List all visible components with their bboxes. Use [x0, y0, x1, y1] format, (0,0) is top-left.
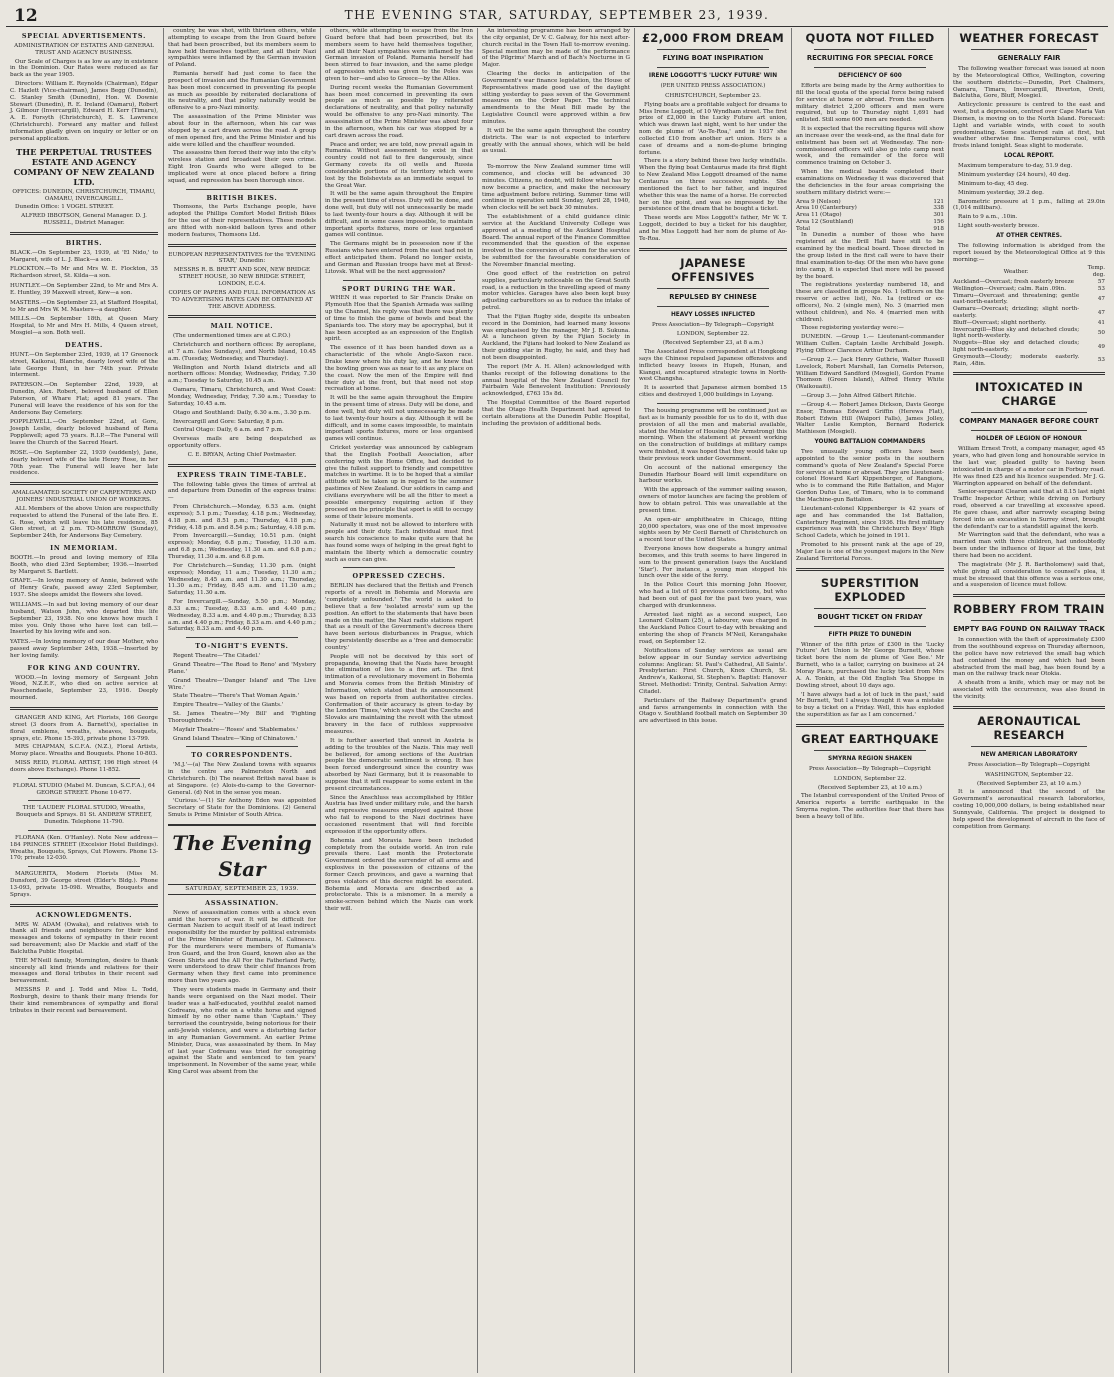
superstition-subheadline: BOUGHT TICKET ON FRIDAY: [817, 612, 923, 621]
lauder-ad: THE 'LAUDER' FLORAL STUDIO, Wreaths, Bouquets and Sprays. 81 St. ANDREW STREET, Dunedin. Telephone 11-790.: [15, 805, 153, 826]
news-paragraph: An open-air amphitheatre in Chicago, fitting 20,000 spectators, was one of the most impressive sights seen by Mr Cecil Barnett of Christchurch on a recent tour of the United States.: [639, 516, 787, 544]
memoriam-notice: YATES.—In loving memory of our dear Mother, who passed away September 24th, 1938.—Inserted by her loving family.: [10, 639, 158, 659]
florist-ad: MRS CHAPMAN, S.C.F.A. (N.Z.), Floral Artists, Moray place. Wreaths and Bouquets. Phone 10-803.: [10, 744, 158, 758]
centre-weather: Wellington—Overcast; calm. Rain .09in.: [953, 285, 1066, 292]
tonight-item: Grand Theatre—'Danger Island' and 'The Live Wire.': [168, 677, 316, 691]
czechs-paragraph: Since the Anschluss was accomplished by Hitler Austria has lived under military rule, and the harsh and repressive measures employed against those who fail to respond to the Nazi doctrines have occasioned resentment that will find forcible expression if the opportunity offers.: [325, 794, 473, 835]
divider: [28, 866, 140, 867]
news-paragraph: The establishment of a child guidance clinic service at the Auckland University College was approved at a meeting of the Auckland Hospital Board. The annual report of the Finance Committee recommended that the question of the expense involved in the conversion of a room for the service be submitted for the favourable consideration of the November financial meeting.: [482, 214, 630, 268]
divider: [657, 306, 769, 307]
weather-column-header: Weather.: [1003, 268, 1029, 275]
young-paragraph: Lieutenant-colonel Kippenberger is 42 years of age and has commanded the 1st Battalion, Canterbury Regiment, since 1936. His first military experience was with the Christchurch Boys' High School Cadets, which he joined in 1911.: [796, 505, 944, 540]
mail-heading: MAIL NOTICE.: [210, 322, 274, 331]
bikes-body: Thomsons, the Parts Exchange people, have adopted the Phillips Comfort Model British Bikes for the use of their representatives. These models are fitted with non-skid balloon tyres and other modern features, Thomsons Ltd.: [168, 204, 316, 238]
dream-press: (PER UNITED PRESS ASSOCIATION.): [660, 83, 766, 89]
divider: [953, 372, 1105, 375]
aeronautical-dateline: WASHINGTON, September 22.: [984, 771, 1074, 778]
rail-line: For Invercargill.—Sunday, 5.50 p.m.; Monday, 8.33 a.m.; Tuesday, 8.33 a.m. and 4.40 p.m.; Wednesday, 8.33 a.m. and 4.40 p.m.; Thursday, 8.33 a.m. and 4.40 p.m.; Friday, 8.33 a.m. and 4.40 p.m.; Saturday, 8.33 a.m. and 4.40 p.m.: [168, 599, 316, 633]
local-report-line: Light south-westerly breeze.: [958, 223, 1040, 230]
news-paragraph: Particulars of the Railway Department's grand and fares arrangements in connection with the Otago v. Southland football match on September 30 are advertised in this issue.: [639, 697, 787, 725]
temp-column-header: Temp. deg.: [1087, 265, 1105, 279]
quota-group: DUNEDIN. —Group 1.— Lieutenant-commander William Cullen. Captain Leslie Archibald Joseph. Flying Officer Clarence Arthur Durham.: [796, 334, 944, 354]
memoriam-notice: GRAFE.—In loving memory of Annie, beloved wife of Henry Grafe, passed away 23rd September, 1937. She sleeps amidst the flowers she loved.: [10, 578, 158, 599]
trust-directors: Directors: William E. Reynolds (Chairman), Edgar C. Hazlett (Vice-chairman), James Begg (Dunedin), C. Stanley Smith (Dunedin), Hon. W. Downie Stewart (Dunedin), R. E. Ireland (Oamaru), Robert J. Gilmour (Invercargill), Edward H. Kerr (Timaru), A. E. Forsyth (Christchurch), E. S. Lawrence (Christchurch). Forward any matter and fullest information gladly given on inquiry or letter or on personal application.: [10, 81, 158, 142]
intoxicated-headline: INTOXICATED IN CHARGE: [974, 380, 1084, 409]
aeronautical-subheadline: NEW AMERICAN LABORATORY: [980, 751, 1078, 758]
czechs-paragraph: BERLIN has declared that the British and French reports of a revolt in Bohemia and Moravia are 'completely unfounded.' The world is asked to believe that a few 'isolated arrests' sum up the position. An effort to the statements that have been made on this matter, the Nazi radio stations report that as a result of the Government's decrees there have been serious disturbances in Prague, which they persistently describe as a 'free and democratic country.': [325, 583, 473, 651]
dream-headline: £2,000 FROM DREAM: [641, 31, 785, 45]
local-report-line: Minimum yesterday, 39.2 deg.: [958, 189, 1044, 196]
column-3-paragraph: others, while attempting to escape from the Iron Guard before that had been proscribed, but its members seem to have held themselves together, and all their Nazi sympathies were inflamed by the German invasion of Poland. Rumania herself had been stirred to fear invasion, and the same pledge of aggression which was given to the Poles was given to her—and also to Greece—by the Allies.: [325, 28, 473, 82]
japanese-paragraph: The Associated Press correspondent at Hongkong says the Chinese repulsed Japanese offensives and inflicted heavy losses in Hupeh, Hunan, and Kiangsi, and recaptured strategic towns in North-west Changsha.: [639, 349, 787, 383]
superstition-paragraph: Winner of the fifth prize of £300 in the 'Lucky Future' Art Union is Mr George Burnett, whose ticket bore the nom de plume of 'Gee Bee.' Mr Burnett, who is a tailor, carrying on business at 24 Moray Place, purchased the lucky ticket from Mrs A. A. Tonkin, at the Old English Tea Shoppe in Dowling street, about 10 days ago.: [796, 641, 944, 689]
czechs-heading: OPPRESSED CZECHS.: [352, 572, 446, 581]
bikes-heading: BRITISH BIKES.: [206, 193, 278, 202]
japanese-paragraph: It is asserted that Japanese airmen bombed 15 cities and destroyed 1,000 buildings in Loyang.: [639, 385, 787, 399]
news-paragraph: It will be the same again throughout the country districts. The war is not expected to interfere greatly with the annual shows, which will be held as usual.: [482, 127, 630, 155]
weather-paragraph: The following weather forecast was issued at noon by the Meteorological Office, Wellington, covering the southern districts:—Dunedin, Port Chalmers, Oamaru, Timaru, Invercargill, Riverton, Oreti, Balclutha, Gore, Bluff, Mosgiel.: [953, 66, 1105, 100]
deficiency-table: [796, 199, 944, 233]
centre-weather: Bluff—Overcast; slight northerly.: [953, 319, 1047, 326]
robbery-subheadline: EMPTY BAG FOUND ON RAILWAY TRACK: [953, 625, 1105, 634]
news-paragraph: On account of the national emergency the Dunedin Harbour Board will limit expenditure on harbour works.: [639, 464, 787, 485]
total-value: 918: [933, 225, 944, 232]
quota-paragraph: Those registering yesterday were:—: [801, 325, 904, 332]
king-heading: FOR KING AND COUNTRY.: [27, 663, 141, 672]
young-commanders-heading: YOUNG BATTALION COMMANDERS: [814, 439, 926, 446]
trust-intro: ADMINISTRATION OF ESTATES AND GENERAL TRUST AND AGENCY BUSINESS.: [14, 42, 154, 56]
euro-heading: EUROPEAN REPRESENTATIVES for the 'EVENING STAR,' Dunedin:: [168, 251, 316, 265]
divider: [28, 830, 140, 831]
local-report-line: Barometric pressure at 1 p.m., falling at 29.0in (1,014 millibars).: [953, 198, 1105, 212]
centre-temp: 57: [1097, 279, 1105, 285]
young-paragraph: Promoted to his present rank at the age of 29, Major Lee is one of the youngest majors in the New Zealand Territorial Forces.: [796, 542, 944, 562]
birth-notice: MASTERS.—On September 23, at Stafford Hospital, to Mr and Mrs W. M. Masters—a daughter.: [10, 299, 158, 313]
earthquake-paragraph: The Istanbul correspondent of the United Press of America reports a terrific earthquake in the Smyrna region. The authorities fear that there has been a heavy toll of life.: [796, 793, 944, 820]
weather-headline: WEATHER FORECAST: [959, 31, 1099, 45]
quota-group: —Group 2.— Jack Henry Guthrie, Walter Russell Lovelock, Robert Marshall, Ian Cornelis Peterson, William Edward Sandford (Mosgiel), Gordon Frame Thomson (Green Island), Alfred Henry White (Waikouaiti).: [796, 356, 944, 391]
column-3-paragraph: Peace and order, we are told, now prevail again in Rumania. Without assessment to exist in that country could not fail to fire dangerously, since Germany covets its oil wells and Russia considerable portions of its territory which were lost by the Bolshevists as an immediate sequel to the Great War.: [325, 141, 473, 189]
death-notice: ROSE.—On September 22, 1939 (suddenly), Jane, dearly beloved wife of the late Henry Rose, in her 70th year. The Funeral will leave her late residence.: [10, 449, 158, 477]
earthquake-received: (Received September 23, at 10 a.m.): [817, 784, 922, 791]
quota-paragraph: The registrations yesterday numbered 18, and these are classified in groups No. 1 (officers on the reserve or active list), No. 1a (retired or ex-officers), No. 2 (single men), No. 3 (married men without children), and No. 4 (married men with children).: [796, 282, 944, 323]
aeronautical-received: (Received September 23, at 10 a.m.): [976, 780, 1081, 787]
quota-paragraph: Efforts are being made by the Army authorities to fill the local quota of the special force being raised for service at home or abroad. From the southern military district 2,200 officers and men were required, but up to Thursday night 1,691 had enlisted. Still some 600 men are needed.: [796, 83, 944, 124]
mail-line: Otago and Southland: Daily, 6.30 a.m., 3.30 p.m.: [173, 409, 311, 416]
divider: [28, 800, 140, 801]
divider: [971, 746, 1087, 747]
news-paragraph: Clearing the decks in anticipation of the Government's war finance legislation, the House of Representatives made good use of the daylight sitting yesterday to pass seven of the Government measures on the Order Paper. The technical amendments to the Meat Bill made by the Legislative Council were approved within a few minutes.: [482, 71, 630, 125]
trust-name: THE PERPETUAL TRUSTEES ESTATE AND AGENCY COMPANY OF NEW ZEALAND LTD.: [13, 146, 155, 187]
centre-weather: Timaru—Overcast and threatening; gentle east-north-easterly.: [953, 292, 1080, 306]
superstition-headline: SUPERSTITION EXPLODED: [820, 575, 920, 604]
tonight-item: State Theatre—'There's That Woman Again.': [173, 693, 300, 700]
editorial-date: SATURDAY, SEPTEMBER 23, 1939.: [168, 884, 316, 895]
centre-weather: Greymouth—Cloudy; moderate easterly. Rain, .48in.: [953, 353, 1080, 367]
centre-weather: Invercargill—Blue sky and detached clouds; light north-westerly.: [953, 326, 1080, 340]
acknowledgment: MRS W. ADAM (Owaka), and relatives wish to thank all friends and neighbours for their kind messages and tokens of sympathy in their recent sad bereavement; also Dr Mackie and staff of the Balclutha Public Hospital.: [10, 921, 158, 955]
japanese-press: Press Association—By Telegraph—Copyright: [651, 321, 775, 328]
evening-star-logo: The Evening Star: [172, 831, 312, 881]
acknowledgment: THE M'Neill family, Mornington, desire to thank sincerely all kind friends and relatives for their messages and floral tributes in their recent sad bereavement.: [10, 957, 158, 985]
aeronautical-paragraph: It is announced that the second of the Government's aeronautical research laboratories, costing 10,000,000 dollars, is being established near Sunnyvale, California. The project is designed to help speed the development of aircraft in the face of competition from Germany.: [953, 789, 1105, 830]
divider: [814, 750, 926, 751]
area-name: Area 9 (Nelson): [796, 198, 841, 205]
robbery-headline: ROBBERY FROM TRAIN: [953, 602, 1105, 617]
intoxicated-paragraph: William Ernest Trott, a company manager, aged 45 years, who had given long and honourable service in the last war, pleaded guilty to having been intoxicated in charge of a motor car in Forbury road. He was fined £25 and his licence suspended. Mr J. G. Warrington appeared on behalf of the defendant.: [953, 446, 1105, 487]
column-6: [791, 28, 948, 1373]
births-list: [10, 250, 158, 337]
weather-subheadline: GENERALLY FAIR: [997, 54, 1061, 62]
column-3-paragraph: It will be the same again throughout the Empire in the present time of stress. Duty will be done, and done well, but duty will not unnecessarily be made to last twenty-four hours a day. Although it will be difficult, and in some cases impossible, to maintain important sports fixtures, more or less organised games will continue.: [325, 191, 473, 239]
correspondent-reply: 'Curious.'—(1) Sir Anthony Eden was appointed Secretary of State for the Dominions. (2) General Smuts is Prime Minister of South Africa.: [168, 798, 316, 819]
news-paragraph: The report (Mr A. H. Allen) acknowledged with thanks receipt of the following donations to the annual hospital of the New Zealand Council for Fairbairn Vale Benevolent Institution: Previously acknowledged, £763 15s 8d.: [482, 363, 630, 398]
earthquake-press: Press Association—By Telegraph—Copyright: [808, 765, 932, 772]
table-row: [953, 327, 1105, 341]
rail-line: From Invercargill.—Sunday, 10.51 p.m. (night express); Monday, 6.8 p.m.; Tuesday, 11.30 a.m. and 6.8 p.m.; Wednesday, 11.30 a.m. and 6.8 p.m.; Thursday, 11.30 a.m. and 6.8 p.m.: [168, 533, 316, 560]
rail-heading: EXPRESS TRAIN TIME-TABLE.: [177, 470, 307, 479]
column-4: [477, 28, 634, 1373]
column-3-paragraph: During recent weeks the Rumanian Government has been most concerned in preventing its own people as much as possible by reiterated declarations of neutrality, and that policy naturally would be offensive to any pro-Nazi minority. The assassination of the Prime Minister was about four in the afternoon, when his car was stopped by a cart drawn across the road.: [325, 84, 473, 139]
sport-paragraph: The essence of it has been handed down as a characteristic of the whole Anglo-Saxon race. Drake knew where his duty lay, and he knew that the bowling green was as near to it as any place on the coast. Now the men of the Empire will find their duty at the front, but that need not stop recreation at home.: [325, 345, 473, 393]
mail-line: (The undermentioned times are at C.P.O.): [173, 333, 291, 340]
divider: [10, 904, 158, 907]
divider: [639, 248, 787, 251]
earthquake-subheadline: SMYRNA REGION SHAKEN: [828, 755, 912, 762]
intoxicated-paragraph: The magistrate (Mr J. R. Bartholomew) said that, while giving all consideration to counsel's plea, it must be stressed that this offence was a serious one, and a suspension of licence must follow.: [953, 561, 1105, 589]
news-paragraph: The Hospital Committee of the Board reported that the Otago Health Department had agreed to certain alterations at the Dunedin Public Hospital, including the provision of additional beds.: [482, 400, 630, 427]
column-2: [163, 28, 320, 1373]
other-centres-heading: AT OTHER CENTRES.: [995, 232, 1062, 239]
acknowledgments-heading: ACKNOWLEDGMENTS.: [35, 910, 133, 919]
divider: [814, 67, 926, 68]
japanese-subheadline-2: HEAVY LOSSES INFLICTED: [670, 311, 756, 318]
assassination-paragraph: They were students made in Germany and their hands were organised on the Nazi model. Their leader was a half-educated, youthful zealot named Codreanu, who rode on a white horse and signed himself by no other name than 'Captain.' They terrorised the countryside, being notorious for their anti-Jewish violence, and were a disturbing factor in any Rumanian Government. An earlier Prime Minister, Duca, was assassinated by them. In May of last year Codreanu was tried for conspiring against the State and sentenced to ten years' imprisonment. In November of the same year, while King Carol was absent from the: [168, 986, 316, 1076]
intoxicated-paragraph: Senior-sergeant Clearon said that at 8.15 last night Traffic Inspector Arthur, while driving on Forbury road, observed a car travelling at excessive speed. He gave chase, and after narrowly escaping being forced into an excavation in Surrey street, brought the defendant's car to a standstill against the kerb.: [953, 489, 1105, 530]
divider: [657, 49, 769, 50]
florist-ad: MISS REID, FLORAL ARTIST, 196 High street (4 doors above Exchange). Phone 11-852.: [10, 760, 158, 773]
divider: [500, 159, 612, 160]
table-row: [796, 219, 944, 226]
masthead: THE EVENING STAR, SATURDAY, SEPTEMBER 23, 1939.: [344, 8, 770, 22]
centre-temp: 53: [1097, 357, 1105, 364]
deaths-heading: DEATHS.: [64, 341, 104, 349]
area-deficiency: 156: [933, 218, 944, 225]
robbery-paragraph: A sheath from a knife, which may or may not be associated with the occurrence, was also found in the vicinity.: [953, 680, 1105, 700]
quota-subheadline: RECRUITING FOR SPECIAL FORCE: [806, 54, 934, 62]
divider: [343, 280, 455, 281]
divider: [814, 608, 926, 609]
news-paragraph: To-morrow the New Zealand summer time will commence, and clocks will be advanced 30 minutes. Citizens, no doubt, will follow what has by now become a practice, and make the necessary time adjustment before retiring. Summer time will continue in operation until Sunday, April 28, 1940, when clocks will be set back 30 minutes.: [482, 164, 630, 212]
dream-dateline: CHRISTCHURCH, September 23.: [665, 92, 761, 99]
centre-temp: 50: [1097, 329, 1105, 336]
local-report-heading: LOCAL REPORT.: [1004, 153, 1054, 160]
euro-tail: COPIES OF PAPERS AND FULL INFORMATION AS TO ADVERTISING RATES CAN BE OBTAINED AT THE ABOVE ADDRESS.: [168, 289, 316, 310]
area-name: Area 11 (Otago): [796, 212, 842, 219]
marguerita-ad: MARGUERITA, Modern Florists (Miss M. Dunsford, 39 George street (Elder's Bldg.). Phone 13-093, private 15-098. Wreaths, Bouquets and Sprays.: [10, 871, 158, 898]
divider: [168, 824, 316, 826]
divider: [953, 706, 1105, 709]
acknowledgment: MESSRS P. and J. Todd and Miss L. Todd, Roxburgh, desire to thank their many friends for their kind remembrances of sympathy and floral tributes in their recent sad bereavement.: [10, 987, 158, 1014]
divider: [343, 567, 455, 568]
other-centres-intro: The following information is abridged from the report issued by the Meteorological Office at 9 this morning:—: [953, 242, 1105, 263]
birth-notice: BLACK.—On September 23, 1939, at 'El Nido,' to Margaret, wife of L. J. Black—a son.: [10, 249, 158, 263]
death-notice: POPPLEWELL.—On September 22nd, at Gore, Joseph Leslie, dearly beloved husband of Rena Popplewell; aged 75 years. R.I.P.—The Funeral will leave the Church of the Sacred Heart.: [10, 419, 158, 446]
table-row: [796, 212, 944, 219]
centre-temp: 41: [1097, 319, 1105, 326]
intoxicated-subheadline: COMPANY MANAGER BEFORE COURT: [959, 417, 1099, 426]
table-row: [953, 279, 1105, 286]
divider: [186, 637, 298, 638]
japanese-subheadline: REPULSED BY CHINESE: [669, 292, 757, 301]
amalgamated-heading: AMALGAMATED SOCIETY OF CARPENTERS AND JOINERS' INDUSTRIAL UNION OF WORKERS.: [11, 490, 157, 504]
divider: [657, 403, 769, 404]
divider: [971, 620, 1087, 621]
local-report-line: Minimum to-day, 45 deg.: [958, 180, 1029, 187]
column-2-intro: country, he was shot, with thirteen others, while attempting to escape from the Iron Guard before that had been proscribed, but its members seem to have held themselves together, and all their Nazi sympathies were inflamed by the German invasion of Poland.: [168, 28, 316, 69]
divider: [168, 464, 316, 467]
mail-line: Invercargill and Gore: Saturday, 8 p.m.: [173, 418, 284, 425]
dream-paragraph: Flying boats are a profitable subject for dreams to Miss Irene Loggott, of 10 Wyndham street. The first prize of £2,000 in the Lucky Future art union, which was drawn last night, went to her under the nom de plume of 'Ao-Te-Roa,' and in 1937 she collected £10 from another art union. Hers is a case of dreams and a nom-de-plume bringing fortune.: [639, 101, 787, 156]
tonight-item: Regent Theatre—'The Citadel.': [173, 653, 261, 660]
earthquake-headline: GREAT EARTHQUAKE: [801, 731, 939, 746]
quota-subheadline-2: DEFICIENCY OF 600: [838, 73, 902, 79]
florana-ad: FLORANA (Ken. O'Hanley). Note New address—184 PRINCES STREET (Excelsior Hotel Buildings). Wreaths, Bouquets, Sprays, Cut Flowers. Phone 13-170; private 12-030.: [10, 834, 158, 862]
assassination-heading: ASSASSINATION.: [205, 898, 279, 907]
births-heading: BIRTHS.: [65, 238, 103, 247]
divider: [168, 244, 316, 247]
page-number: 12: [14, 6, 38, 26]
page-header: [6, 4, 1108, 27]
area-name: Area 10 (Canterbury): [796, 205, 857, 212]
tonight-item: Grand Theatre—'The Road to Reno' and 'Mystery Plane.': [168, 661, 316, 675]
birth-notice: MILLS.—On September 18th, at Queen Mary Hospital, to Mr and Mrs H. Mills, 4 Queen street, Mosgiel—a son. Both well.: [10, 316, 158, 337]
centre-temp: 47: [1097, 309, 1105, 316]
memoriam-notice: BOOTH.—In proud and loving memory of Ella Booth, who died 23rd September, 1936.—Inserted by Margaret S. Bartlett.: [10, 554, 158, 575]
divider: [10, 482, 158, 485]
trust-manager: ALFRED IBBOTSON, General Manager. D. J. RUSSELL, District Manager.: [21, 213, 147, 227]
aeronautical-press: Press Association—By Telegraph—Copyright: [967, 761, 1091, 768]
divider: [10, 232, 158, 235]
area-name: Area 12 (Southland): [796, 218, 854, 225]
newspaper-columns: [6, 28, 1108, 1373]
divider: [814, 626, 926, 627]
robbery-paragraph: In connection with the theft of approximately £300 from the southbound express on Thursday afternoon, the police have now retrieved the small bag which had contained the money and which had been abstracted from the mail bag, has been found by a man on the railway track near Otokia.: [953, 637, 1105, 678]
divider: [10, 707, 158, 710]
divider: [796, 568, 944, 571]
area-deficiency: 121: [933, 198, 944, 205]
news-paragraph: One good effect of the restriction on petrol supplies, particularly noticeable on the Great South road, is a reduction in the travelling speed of many motor vehicles. Garages have also been kept busy adjusting carburettors so as to reduce the intake of petrol.: [482, 270, 630, 312]
birth-notice: HUNTLEY.—On September 22nd, to Mr and Mrs A. E. Huntley, 39 Maxwell street, Kew—a son.: [10, 283, 158, 296]
local-report-line: Minimum yesterday (24 hours), 40 deg.: [958, 171, 1071, 178]
divider: [186, 189, 298, 190]
dream-paragraph: There is a story behind these two lucky windfalls. When the flying boat Centaurus made its first flight to New Zealand Miss Loggott dreamed of the name Centaurus on three successive nights. She mentioned the fact to her father, and inquired whether this was the name of a horse. He corrected her on the point, and was so impressed by the persistence of the dream that he bought a ticket.: [639, 158, 787, 213]
news-paragraph: That the Fijian Rugby side, despite its unbeaten record in the Dominion, had learned many lessons was emphasised by the manager, Mr J. B. Sukuna. At a luncheon given by the Fijian Society in Auckland, the Fijians had looked to New Zealand as their guiding star in Rugby, he said, and they had not been disappointed.: [482, 313, 630, 361]
mail-sign: C. E. BRYAN, Acting Chief Postmaster.: [187, 451, 297, 458]
earthquake-dateline: LONDON, September 22.: [833, 775, 907, 782]
tonight-item: Empire Theatre—'Valley of the Giants.': [173, 702, 284, 709]
column-2-paragraph: The assassination of the Prime Minister was about four in the afternoon, when his car was stopped by a cart drawn across the road. A group of men opened fire, and the Prime Minister and his aide were killed and the chauffeur wounded.: [168, 114, 316, 148]
japanese-received: (Received September 23, at 8 a.m.): [662, 340, 764, 347]
death-notice: HUNT.—On September 23rd, 1939, at 17 Greenock street, Kaikorai, Blanche, dearly loved wife of the late George Hunt, in her 74th year. Private interment.: [10, 351, 158, 379]
trust-body: Our Scale of Charges is as low as any in existence in the Dominion. Our Rates were reduced as far back as the year 1905.: [10, 58, 158, 79]
column-5: [634, 28, 791, 1373]
divider: [28, 778, 140, 779]
centre-weather: Nuggets—Blue sky and detached clouds; light north-easterly.: [953, 340, 1080, 353]
local-report-line: Rain to 9 a.m., .10in.: [958, 214, 1018, 221]
local-report-line: Maximum temperature to-day, 51.9 deg.: [958, 163, 1073, 170]
mail-line: Central Otago: Daily, 6 a.m. and 7 p.m.: [173, 427, 284, 434]
sport-paragraph: Cricket yesterday was announced by cablegram that the English Football Association, after conferring with the Home Office, had decided to give the fullest support to friendly and competitive matches in wartime. It is to be hoped that a similar attitude will be taken up in regard to the summer pastimes of New Zealand. Our soldiers in camp and civilians everywhere will be all the fitter to meet a possible emergency requiring action if they proceed on the principle that sport is still to occupy some of their leisure moments.: [325, 445, 473, 520]
superstition-subheadline-2: FIFTH PRIZE TO DUNEDIN: [828, 631, 912, 638]
quota-paragraph: It is expected that the recruiting figures will show an increase over the week-end, as the final date for enlistment has been set at Wednesday. The non-commissioned officers will also go into camp next week, and the remainder of the force will commence training on October 3.: [796, 126, 944, 167]
japanese-dateline: LONDON, September 22.: [676, 331, 750, 338]
centre-temp: 47: [1097, 295, 1105, 302]
rail-line: From Christchurch.—Monday, 6.53 a.m. (night express); 5.1 p.m.; Tuesday, 4.18 p.m.; Wednesday, 4.18 p.m. and 8.51 p.m.; Thursday, 4.18 p.m.; Friday, 4.18 p.m. and 8.54 p.m.; Saturday, 4.18 p.m.: [168, 504, 316, 531]
divider: [657, 67, 769, 68]
sport-heading: SPORT DURING THE WAR.: [341, 284, 457, 293]
deaths-list: [10, 352, 158, 477]
table-total-row: [796, 226, 944, 233]
tonight-heading: TO-NIGHT'S EVENTS.: [195, 642, 289, 651]
intoxicated-paragraph: Mr Warrington said that the defendant, who was a married man with three children, had undoubtedly been under the influence of liquor at the time, but there had been no accident.: [953, 532, 1105, 560]
column-3-paragraph: The Germans might be in possession now if the Russians who have entered from the east had not in effect anticipated them. Poland no longer exists, and German and Russian troops have met at Brest-Litovsk. What will be the next aggression?: [325, 241, 473, 275]
divider: [971, 412, 1087, 413]
table-row: [953, 354, 1105, 368]
czechs-paragraph: It is further asserted that unrest in Austria is adding to the troubles of the Nazis. This may well be believed, for among sections of the Austrian people the democratic sentiment is strong. It has been forced underground since the country was absorbed by Nazi Germany, but it is reasonable to suppose that it will reappear to some extent in the present circumstances.: [325, 737, 473, 792]
euro-firm: MESSRS R. B. BRETT AND SON, NEW BRIDGE STREET HOUSE, 30 NEW BRIDGE STREET, LONDON, E.C.4.: [173, 267, 311, 287]
news-paragraph: Arrested last night as a second suspect, Leo Leonard Coltnam (25), a labourer, was charged in the Auckland Police Court to-day with breaking and entering the shop of Francis M'Neil, Kerangahake road, on September 12.: [639, 611, 787, 645]
table-header-row: [953, 265, 1105, 279]
mail-line: Overseas mails are being despatched as opportunity offers.: [168, 436, 316, 450]
quota-group: —Group 3.— John Alfred Gilbert Ritchie.: [801, 393, 917, 400]
news-paragraph: The housing programme will be continued just as fast as is humanly possible for us to do it, with due provision of all the men and material available, stated the Minister of Housing (Mr Armstrong) this morning. When the statement at present working on the construction of buildings at military camps were finished, it was hoped that they would take up their previous work under Government.: [639, 408, 787, 462]
column-3: [320, 28, 477, 1373]
table-row: [953, 320, 1105, 327]
news-paragraph: An interesting programme has been arranged by the city organist, Dr V. C. Galway, for his next after-church recital in the Town Hall to-morrow evening. Special mention may be made of the performance of the Pilgrims' March and of Bach's Nocturne in G Major.: [482, 28, 630, 69]
mail-line: Wellington and North Island districts and all northern offices: Monday, Wednesday, Friday, 7.30 a.m.; Tuesday to Saturday, 10.45 a.m.: [168, 364, 316, 385]
czechs-paragraph: People will not be deceived by this sort of propaganda, knowing that the Nazis have brought the elimination of lies to a fine art. The first intimation of a revolutionary movement in Bohemia and Moravia comes from the British Ministry of Information, which stated that its announcement was based on reports from authoritative circles. Confirmation of their accuracy is given to-day by the London 'Times,' which says that the Czechs and Slovaks are maintaining the revolt with the utmost bravery in the face of ruthless suppressive measures.: [325, 653, 473, 735]
quota-paragraph: In Dunedin a number of those who have registered at the Drill Hall have still to be examined by the medical board. Those directed in the group listed in the first call were to have their final examination to-day. Of the men who have gone into camp, it is expected that more will be passed by the board.: [796, 232, 944, 280]
column-1: [6, 28, 162, 1373]
column-7: [948, 28, 1109, 1373]
sport-paragraph: Naturally it must not be allowed to interfere with people and their duty. Each individual must first search his conscience to make quite sure that he has found some ways of helping in the great fight to maintain the liberty which a democratic country such as ours can give.: [325, 522, 473, 563]
dream-paragraph: These words are Miss Loggott's father, Mr W. T. Loggott, decided to buy a ticket for his daughter, and he Miss Loggott had her nom de plume of Ao-Te-Roa.: [639, 215, 787, 242]
column-2-paragraph: The assassins then forced their way into the city's wireless station and broadcast their own crime. Eight Iron Guards who were alleged to be implicated were at once placed before a firing squad, and repression has been thorough since.: [168, 150, 316, 184]
news-paragraph: With the approach of the summer sailing season, owners of motor launches are facing the problem of how to obtain petrol. This was unavailable at the present time.: [639, 487, 787, 514]
centre-temp: 49: [1097, 343, 1105, 350]
area-deficiency: 301: [933, 212, 944, 219]
czechs-paragraph: Bohemia and Moravia have been included completely from the outside world. An iron rule prevails there. Last month the Protectorate Government ordered the surrender of all arms and explosives in the possession of citizens of the former Czech provinces, and gave a warning that gross violators of this decree might be executed. Bohemia and Moravia are described as a protectorate. This is a misnomer. In a merely a smoke-screen behind which the Nazis can work their will.: [325, 837, 473, 913]
divider: [971, 430, 1087, 431]
japanese-headline: JAPANESE OFFENSIVES: [671, 255, 755, 284]
mail-line: Christchurch and northern offices: By aeroplane, at 7 a.m. (also Sundays), and North Island, 10.45 a.m. (Tuesday, Wednesday, and Thursday).: [168, 342, 316, 362]
weather-paragraph: Anticyclonic pressure is centred to the east and west, but a depression, centred over Cape Maria Van Diemen, is moving on to the North Island. Forecast: Light and variable winds, with coast to south predominating. Some scattered rain at first, but weather otherwise fine. Temperatures cool, with frosts inland tonight. Seas slight to moderate.: [953, 102, 1105, 150]
correspondent-reply: 'M.J.'—(a) The New Zealand towns with squares in the centre are Palmerston North and Christchurch. (b) The nearest British naval base is at Singapore. (c) Alois-du-camp to the Governor-General. (d) Not in the sense you mean.: [168, 762, 316, 796]
table-row: [953, 340, 1105, 354]
aeronautical-headline: AERONAUTICAL RESEARCH: [977, 713, 1081, 742]
correspondents-heading: TO CORRESPONDENTS.: [191, 751, 293, 760]
intoxicated-subheadline-2: HOLDER OF LEGION OF HONOUR: [976, 436, 1082, 443]
divider: [796, 724, 944, 727]
tonight-item: Grand Island Theatre—'King of Chinatown.': [173, 735, 298, 742]
amalgamated-body: ALL Members of the above Union are respectfully requested to attend the Funeral of the late Bro. E. G. Rose, which will leave his late residence, 85 Glen street, at 2 p.m. TO-MORROW (Sunday), September 24th, for Andersons Bay Cemetery.: [10, 505, 158, 540]
trust-office-left: Dunedin Office: 1 VOGEL STREET.: [15, 204, 114, 211]
king-body: WOOD.—In loving memory of Sergeant John Wood, N.Z.E.F., who died on active service at Passchendaele, September 23, 1916. Deeply mourned.: [10, 674, 158, 702]
tonight-item: St. James Theatre—'My Bill' and 'Fighting Thoroughbreds.': [168, 711, 316, 724]
quota-headline: QUOTA NOT FILLED: [805, 31, 935, 45]
column-2-paragraph: Rumania herself had just come to face the prospect of invasion and the Rumanian Government has been most concerned in preventing its people as much as possible by reiterated declarations of its neutrality, and that policy naturally would be offensive to a pro-Nazi minority.: [168, 71, 316, 112]
sport-paragraph: WHEN it was reported to Sir Francis Drake on Plymouth Hoe that the Spanish Armada was sailing up the Channel, his reply was that there was plenty of time to finish the game of bowls and beat the Spaniards too. The story may be apocryphal, but it has been accepted as an expression of the English spirit.: [325, 295, 473, 343]
area-deficiency: 338: [933, 205, 944, 212]
memoriam-notice: WILLIAMS.—In sad but loving memory of our dear husband, Watson John, who departed this life September 23, 1938. No one knows how much I miss you. Only those who have lost can tell.—Inserted by his loving wife and son.: [10, 602, 158, 636]
table-row: [953, 306, 1105, 320]
news-paragraph: In the Police Court this morning John Hoover, who had a list of 61 previous convictions, but who had been out of gaol for the past two years, was charged with drunkenness.: [639, 582, 787, 609]
sport-paragraph: It will be the same again throughout the Empire in the present time of stress. Duty will be done, and done well, but duty will not unnecessarily be made to last twenty-four hours a day. Although it will be difficult, and in some cases impossible, to maintain important sports fixtures, more or less organised games will continue.: [325, 395, 473, 443]
divider: [168, 315, 316, 318]
florist-ad: GRANGER AND KING, Art Florists, 166 George street (3 doors from A. Barnett's), specialise in floral emblems, wreaths, sheaves, bouquets, sprays, etc. Phone 15-393, private phone 13-799.: [10, 714, 158, 742]
dream-subheadline: FLYING BOAT INSPIRATION: [662, 54, 764, 62]
mail-line: Oamaru, Timaru, Christchurch, and West Coast: Monday, Wednesday, Friday, 7.30 a.m.; Tuesday to Saturday, 10.45 a.m.: [168, 387, 316, 407]
special-ads-heading: SPECIAL ADVERTISEMENTS.: [21, 32, 147, 40]
young-paragraph: Two unusually young officers have been appointed to the senior posts in the southern command's quota of New Zealand's Special Force for service at home or abroad. They are Lieutenant-colonel Howard Karl Kippenberger, of Rangiora, who is to command the Rifle Battalion, and Major Gordon Dufus Lee, of Timaru, who is to command the Machine-gun Battalion.: [796, 449, 944, 504]
memoriam-heading: IN MEMORIAM.: [50, 544, 118, 553]
news-paragraph: Everyone knows how desperate a hungry animal becomes, and this truth seems to have lingered in sum to the present generation (says the Auckland 'Star'). For instance, a young man stopped his lunch over the side of the ferry.: [639, 546, 787, 580]
trust-offices: OFFICES: DUNEDIN, CHRISTCHURCH, TIMARU, OAMARU, INVERCARGILL.: [12, 188, 156, 202]
rail-line: The following table gives the times of arrival at and departure from Dunedin of the express trains:—: [168, 481, 316, 502]
divider: [971, 49, 1087, 50]
assassination-paragraph: News of assassination comes with a shock even amid the horrors of war. It will be difficult for German Nazism to acquit itself of at least indirect responsibility for the murder by political extremists of the Prime Minister of Rumania, M. Calinescu. For the murderers were members of Rumania's Iron Guard, and the Iron Guard, known also as the Green Shirts and the All For the Fatherland Party, were understood to draw their chief finances from Germany when they first came into prominence more than two years ago.: [168, 909, 316, 985]
floral-studio-ad: FLORAL STUDIO (Mabel M. Duncan, S.C.F.A.), 64 GEORGE STREET. Phone 10-677.: [12, 782, 156, 796]
death-notice: PATERSON.—On September 22nd, 1939, at Dunedin, Alex. Robert, beloved husband of Ellen Paterson, of Whare Flat; aged 81 years. The Funeral will leave the residence of his son for the Andersons Bay Cemetery.: [10, 382, 158, 416]
centres-table: [953, 265, 1105, 367]
superstition-paragraph: 'I have always had a lot of luck in the past,' said Mr Burnett, 'but I always thought it was a mistake to buy a ticket on a Friday. Well, this has exploded the superstition as far as I am concerned.': [796, 691, 944, 719]
birth-notice: FLOCKTON.—To Mr and Mrs W. E. Flockton, 35 Richardson street, St. Kilda—a son.: [10, 266, 158, 280]
news-paragraph: Notifications of Sunday services as usual are below appear in our Sunday service advertising columns: Anglican: St. Paul's Cathedral, All Saints'. Presbyterian: First Church, Knox Church, St. Andrew's, Kaikorai, St. Stephen's. Baptist: Hanover Street. Methodist: Trinity, Central. Salvation Army: Citadel.: [639, 647, 787, 695]
divider: [953, 594, 1105, 597]
tonight-item: Mayfair Theatre—'Roses' and 'Stablemates.': [173, 726, 299, 733]
divider: [814, 49, 926, 50]
centre-temp: 53: [1097, 285, 1105, 292]
dream-subheadline-2: IRENE LOGGOTT'S 'LUCKY FUTURE' WIN: [648, 73, 778, 79]
quota-paragraph: When the medical boards completed their examinations on Wednesday it was discovered that the deficiencies in the four areas comprising the southern military district were:—: [796, 169, 944, 196]
table-row: [953, 293, 1105, 307]
rail-line: For Christchurch.—Sunday, 11.30 p.m. (night express); Monday, 11 a.m.; Tuesday, 11.30 a.m.; Wednesday, 8.45 a.m. and 11.30 a.m.; Thursday, 11.30 a.m.; Friday, 8.45 a.m. and 11.30 a.m.; Saturday, 11.30 a.m.: [168, 562, 316, 597]
centre-weather: Auckland—Overcast; fresh easterly breeze: [953, 279, 1074, 285]
table-row: [953, 286, 1105, 293]
divider: [186, 746, 298, 747]
total-label: Total: [796, 225, 811, 232]
divider: [657, 288, 769, 289]
centre-weather: Oamaru—Overcast; drizzling; slight north-easterly.: [953, 306, 1080, 319]
memoriam-list: [10, 555, 158, 660]
quota-group: —Group 4.— Robert James Dickson, Davis George Ensor, Thomas Edward Griffin (Herewa Flat), Robert Edwin Hill (Waipori Falls), James Jolley, Walter Leslie Kempton, Bernard Roderick Mathieson (Mosgiel).: [796, 401, 944, 436]
